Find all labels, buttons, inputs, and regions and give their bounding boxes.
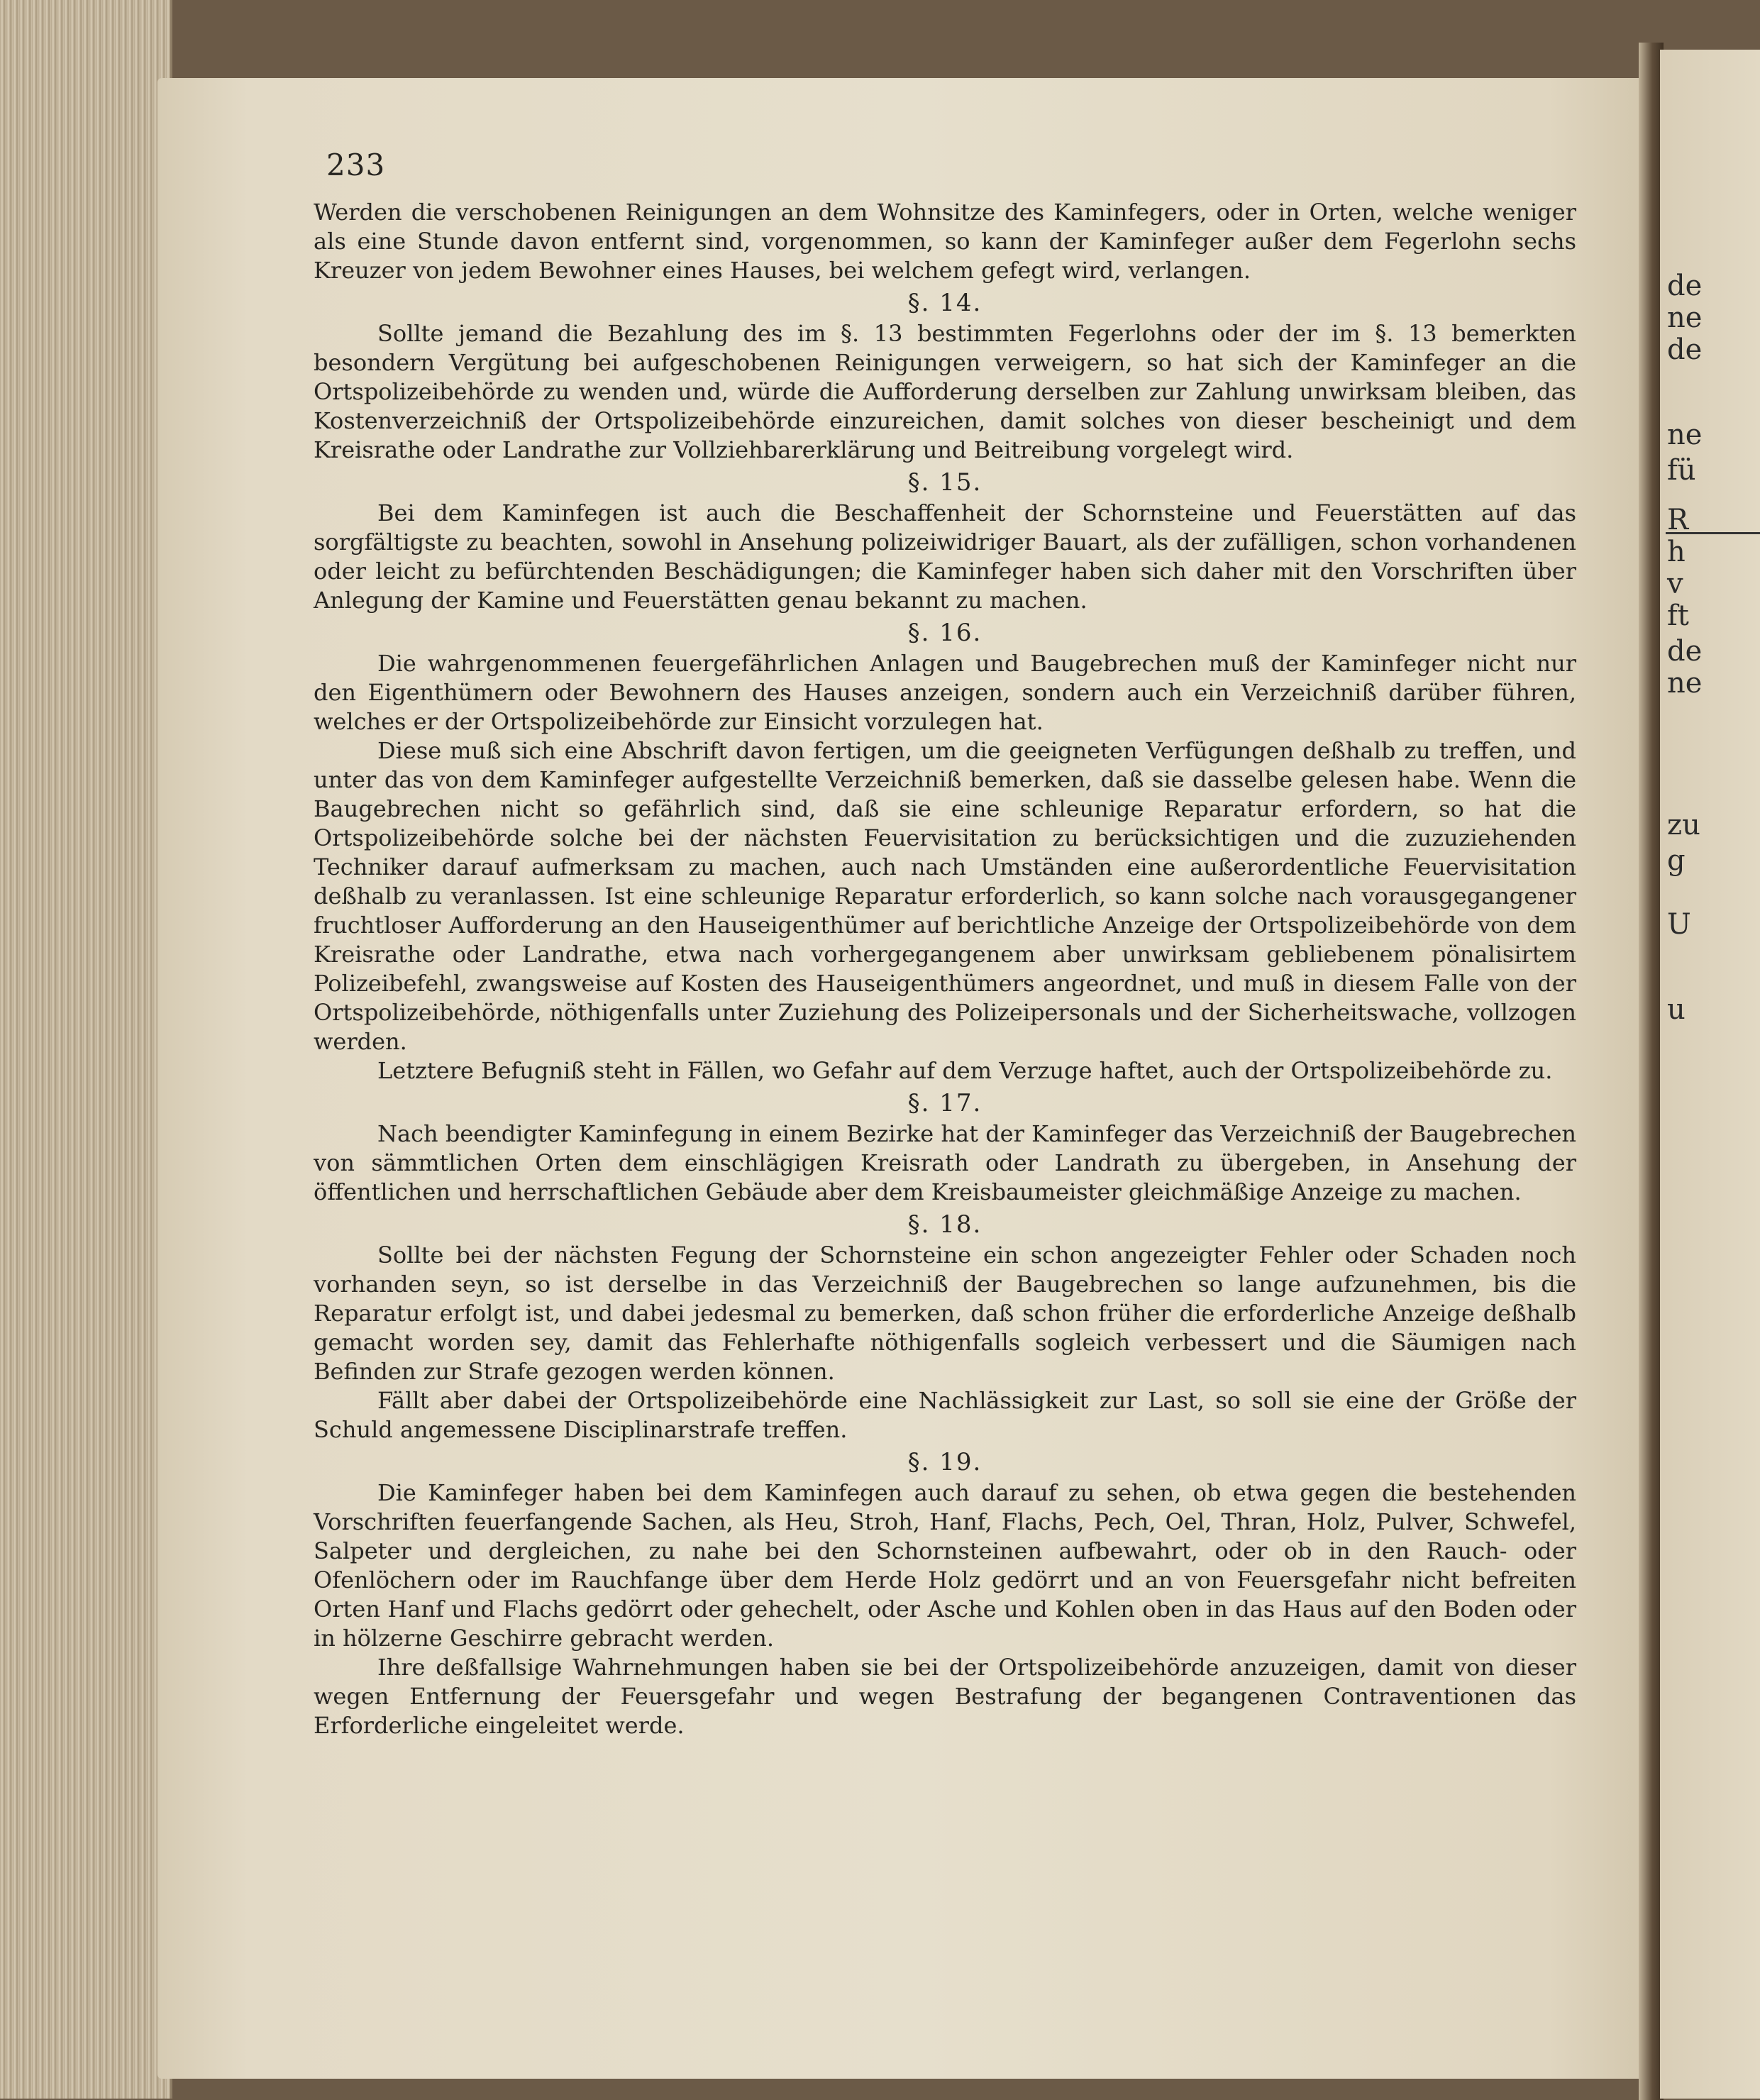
facing-page-fragment: de [1667, 333, 1703, 366]
section-heading: §. 14. [907, 289, 983, 317]
paragraph: Ihre deßfallsige Wahrnehmungen haben sie bei der Ortspolizeibehörde anzuzeigen, damit von dieser wegen Entfernung der Feuersgefahr und wegen Bestrafung der begangenen Contraventionen das Erforderliche eingeleitet werde. [314, 1654, 1576, 1739]
facing-page-fragment: u [1667, 993, 1686, 1026]
facing-page-fragment: ne [1667, 419, 1703, 451]
paragraph: Sollte bei der nächsten Fegung der Schornsteine ein schon angezeigter Fehler oder Schaden noch vorhanden seyn, so ist derselbe in das Verzeichniß der Baugebrechen so lange aufzunehmen, bis die Reparatur erfolgt ist, und dabei jedesmal zu bemerken, daß schon früher die erforderliche Anzeige deßhalb gemacht worden sey, damit das Fehlerhafte nöthigenfalls sogleich verbessert und die Säumigen nach Befinden zur Strafe gezogen werden können. [314, 1242, 1576, 1385]
section-heading: §. 16. [907, 619, 983, 647]
facing-page-fragment: zu [1667, 809, 1700, 841]
paragraph: Nach beendigter Kaminfegung in einem Bezirke hat der Kaminfeger das Verzeichniß der Baugebrechen von sämmtlichen Orten dem einschlägigen Kreisrath oder Landrath zu übergeben, in Ansehung der öffentlichen und herrschaftlichen Gebäude aber dem Kreisbaumeister gleichmäßige Anzeige zu machen. [314, 1120, 1576, 1205]
facing-page-fragment: fü [1667, 454, 1696, 487]
section-heading: §. 17. [907, 1089, 983, 1117]
facing-page-fragment: U [1667, 908, 1691, 941]
paragraph: Letztere Befugniß steht in Fällen, wo Gefahr auf dem Verzuge haftet, auch der Ortspolizeibehörde zu. [377, 1057, 1553, 1084]
facing-page [1660, 50, 1760, 2099]
facing-page-fragment: g [1667, 844, 1686, 877]
paragraph: Fällt aber dabei der Ortspolizeibehörde eine Nachlässigkeit zur Last, so soll sie eine der Größe der Schuld angemessene Disciplinarstrafe treffen. [314, 1387, 1576, 1443]
paragraph: Bei dem Kaminfegen ist auch die Beschaffenheit der Schornsteine und Feuerstätten auf das sorgfältigste zu beachten, sowohl in Ansehung polizeiwidriger Bauart, als der zufälligen, schon vorhandenen oder leicht zu befürchtenden Beschädigungen; die Kaminfeger haben sich daher mit den Vorschriften über Anlegung der Kamine und Feuerstätten genau bekannt zu machen. [314, 499, 1576, 614]
paragraph: Die Kaminfeger haben bei dem Kaminfegen auch darauf zu sehen, ob etwa gegen die bestehenden Vorschriften feuerfangende Sachen, als Heu, Stroh, Hanf, Flachs, Pech, Oel, Thran, Holz, Pulver, Schwefel, Salpeter und dergleichen, zu nahe bei den Schornsteinen aufbewahrt, oder ob in den Rauch- oder Ofenlöchern oder im Rauchfange über dem Herde Holz gedörrt und an von Feuersgefahr nicht befreiten Orten Hanf und Flachs gedörrt oder gehechelt, oder Asche und Kohlen oben in das Haus auf den Boden oder in hölzerne Geschirre gebracht werden. [314, 1479, 1576, 1652]
facing-page-fragment: de [1667, 635, 1703, 668]
facing-page-fragment: v [1667, 568, 1683, 600]
page-number: 233 [326, 148, 386, 182]
section-heading: §. 19. [907, 1448, 983, 1476]
facing-page-fragment: de [1667, 270, 1703, 302]
section-heading: §. 18. [907, 1210, 983, 1239]
facing-page-fragment: R [1667, 504, 1689, 536]
book-page-edges [0, 0, 172, 2099]
facing-page-fragment: h [1667, 536, 1686, 568]
page-text-column [314, 148, 1576, 1740]
section-heading: §. 15. [907, 468, 983, 497]
facing-page-fragment: ne [1667, 302, 1703, 334]
body-text [314, 198, 1576, 1740]
facing-page-fragment: ne [1667, 667, 1703, 700]
paragraph: Diese muß sich eine Abschrift davon fertigen, um die geeigneten Verfügungen deßhalb zu treffen, und unter das von dem Kaminfeger aufgestellte Verzeichniß bemerken, daß sie dasselbe gelesen habe. Wenn die Baugebrechen nicht so gefährlich sind, daß sie eine schleunige Reparatur erfordern, so hat die Ortspolizeibehörde solche bei der nächsten Feuervisitation zu berücksichtigen und die zuzuziehenden Techniker darauf aufmerksam zu machen, auch nach Umständen eine außerordentliche Feuervisitation deßhalb zu veranlassen. Ist eine schleunige Reparatur erforderlich, so kann solche nach vorausgegangener fruchtloser Aufforderung an den Hauseigenthümer auf berichtliche Anzeige der Ortspolizeibehörde von dem Kreisrathe oder Landrathe, etwa nach vorhergegangenem aber unwirksam gebliebenem pönalisirtem Polizeibefehl, zwangsweise auf Kosten des Hauseigenthümers angeordnet, und muß in diesem Falle von der Ortspolizeibehörde, nöthigenfalls unter Zuziehung des Polizeipersonals und der Sicherheitswache, vollzogen werden. [314, 737, 1576, 1055]
paragraph: Werden die verschobenen Reinigungen an dem Wohnsitze des Kaminfegers, oder in Orten, welche weniger als eine Stunde davon entfernt sind, vorgenommen, so kann der Kaminfeger außer dem Fegerlohn sechs Kreuzer von jedem Bewohner eines Hauses, bei welchem gefegt wird, verlangen. [314, 199, 1576, 284]
paragraph: Sollte jemand die Bezahlung des im §. 13 bestimmten Fegerlohns oder der im §. 13 bemerkten besondern Vergütung bei aufgeschobenen Reinigungen verweigern, so hat sich der Kaminfeger an die Ortspolizeibehörde zu wenden und, würde die Aufforderung derselben zur Zahlung unwirksam bleiben, das Kostenverzeichniß der Ortspolizeibehörde einzureichen, damit solches von dieser bescheinigt und dem Kreisrathe oder Landrathe zur Vollziehbarerklärung und Beitreibung vorgelegt wird. [314, 320, 1576, 463]
paragraph: Die wahrgenommenen feuergefährlichen Anlagen und Baugebrechen muß der Kaminfeger nicht nur den Eigenthümern oder Bewohnern des Hauses anzeigen, sondern auch ein Verzeichniß darüber führen, welches er der Ortspolizeibehörde zur Einsicht vorzulegen hat. [314, 650, 1576, 735]
facing-page-fragment: ft [1667, 599, 1689, 632]
